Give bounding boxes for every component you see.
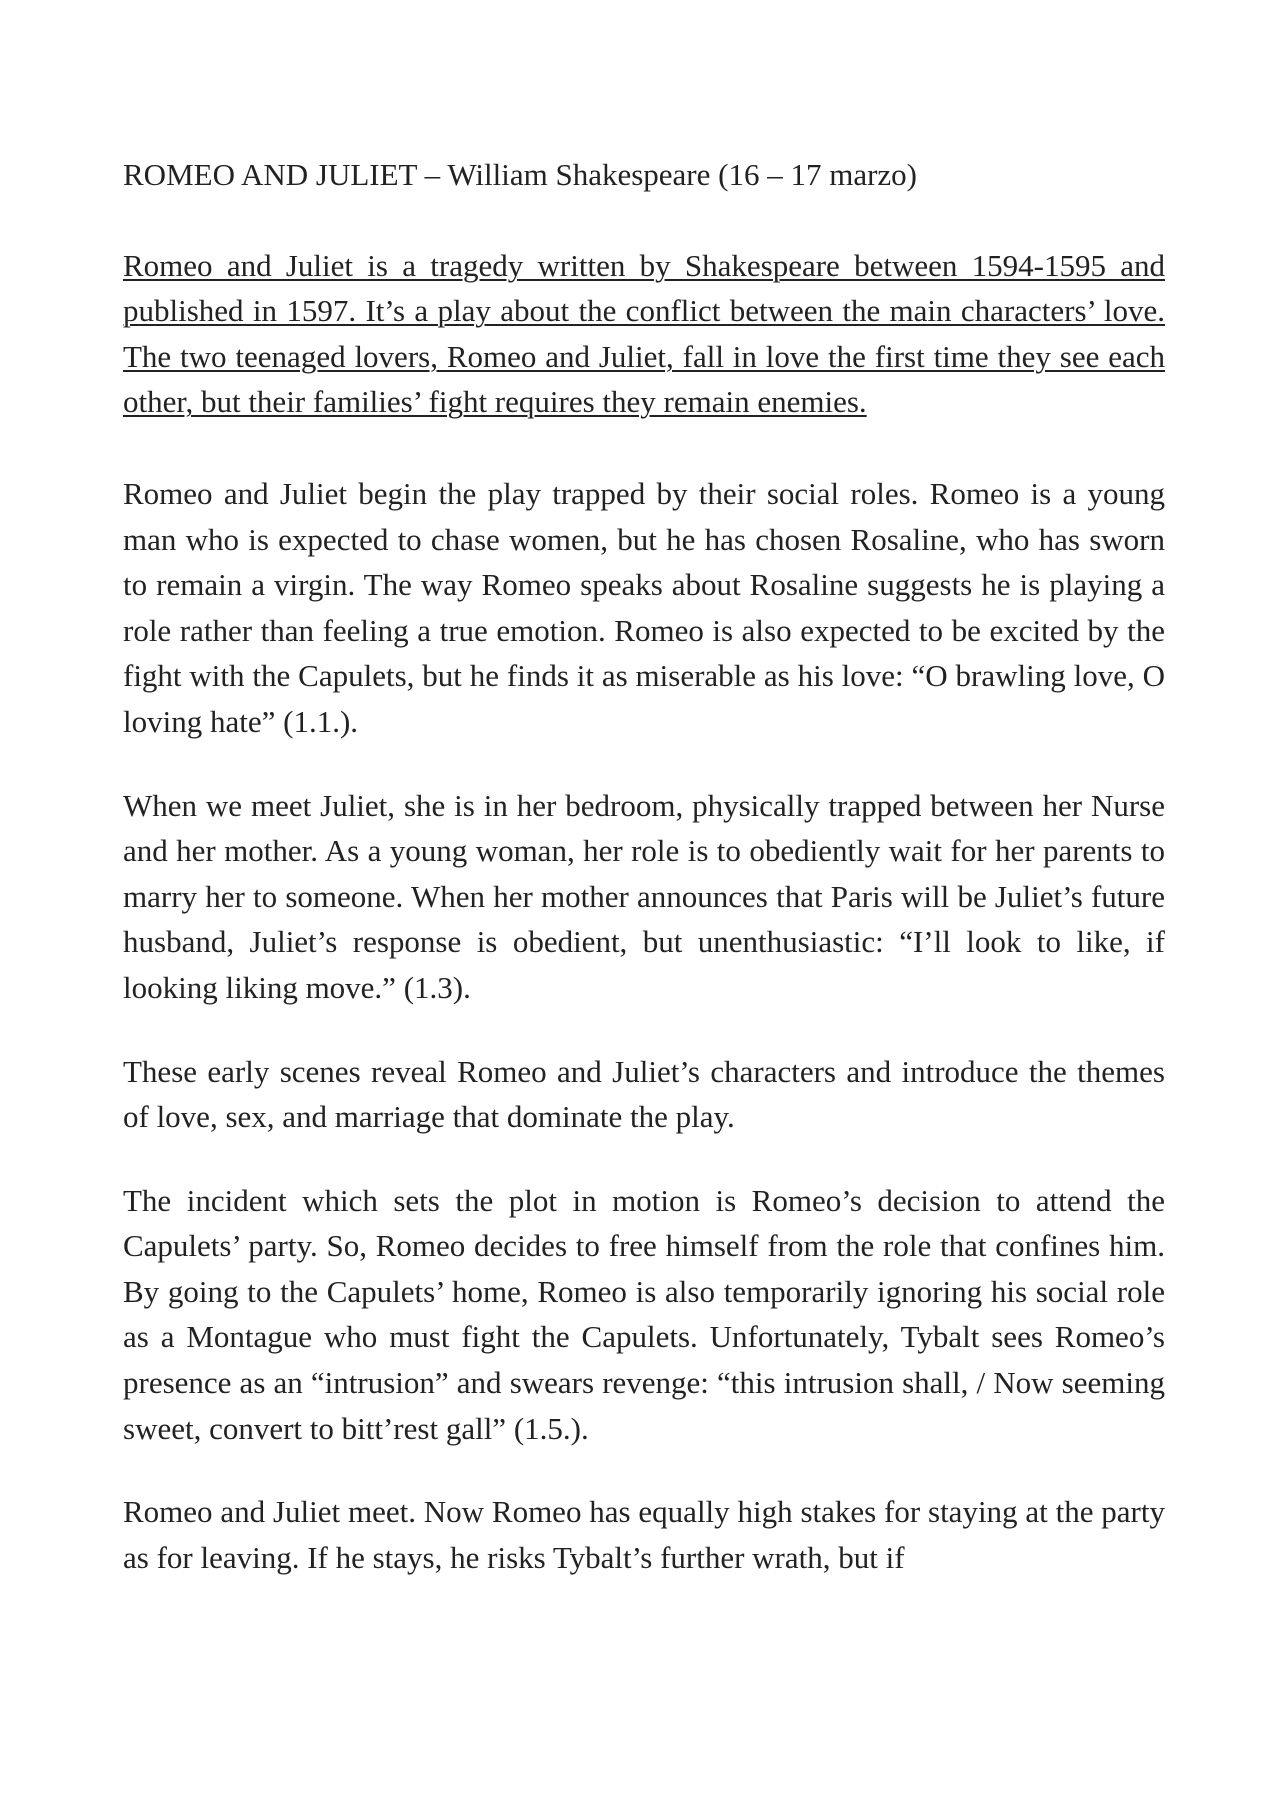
paragraph-early-scenes: These early scenes reveal Romeo and Juliet’s characters and introduce the themes of love, sex, and marriage that dominate the play. [123,1053,1165,1135]
paragraph-social-roles: Romeo and Juliet begin the play trapped by their social roles. Romeo is a young man who is expected to chase women, but he has chosen Rosaline, who has sworn to remain a virgin. The way Romeo speaks about Rosaline suggests he is playing a role rather than feeling a true emotion. Romeo is also expected to be excited by the fight with the Capulets, but he finds it as miserable as his love: “O brawling love, O loving hate” (1.1.). [123,475,1165,739]
paragraph-capulets-party: The incident which sets the plot in motion is Romeo’s decision to attend the Capulets’ party. So, Romeo decides to free himself from the role that confines him. By going to the Capulets’ home, Romeo is also temporarily ignoring his social role as a Montague who must fight the Capulets. Unfortunately, Tybalt sees Romeo’s presence as an “intrusion” and swears revenge: “this intrusion shall, / Now seeming sweet, convert to bitt’rest gall” (1.5.). [123,1182,1165,1446]
intro-paragraph-underlined: Romeo and Juliet is a tragedy written by Shakespeare between 1594-1595 and published in 1597. It’s a play about the conflict between the main characters’ love. The two teenaged lovers, Romeo and Juliet, fall in love the first time they see each other, but their families’ fight requires they remain enemies. [123,247,1165,420]
document-title: ROMEO AND JULIET – William Shakespeare (16 – 17 marzo) [123,157,917,192]
paragraph-juliet-bedroom: When we meet Juliet, she is in her bedroom, physically trapped between her Nurse and her mother. As a young woman, her role is to obediently wait for her parents to marry her to someone. When her mother announces that Paris will be Juliet’s future husband, Juliet’s response is obedient, but unenthusiastic: “I’ll look to like, if looking liking move.” (1.3). [123,787,1165,1005]
paragraph-romeo-juliet-meet: Romeo and Juliet meet. Now Romeo has equally high stakes for staying at the party as for leaving. If he stays, he risks Tybalt’s further wrath, but if [123,1494,1165,1575]
